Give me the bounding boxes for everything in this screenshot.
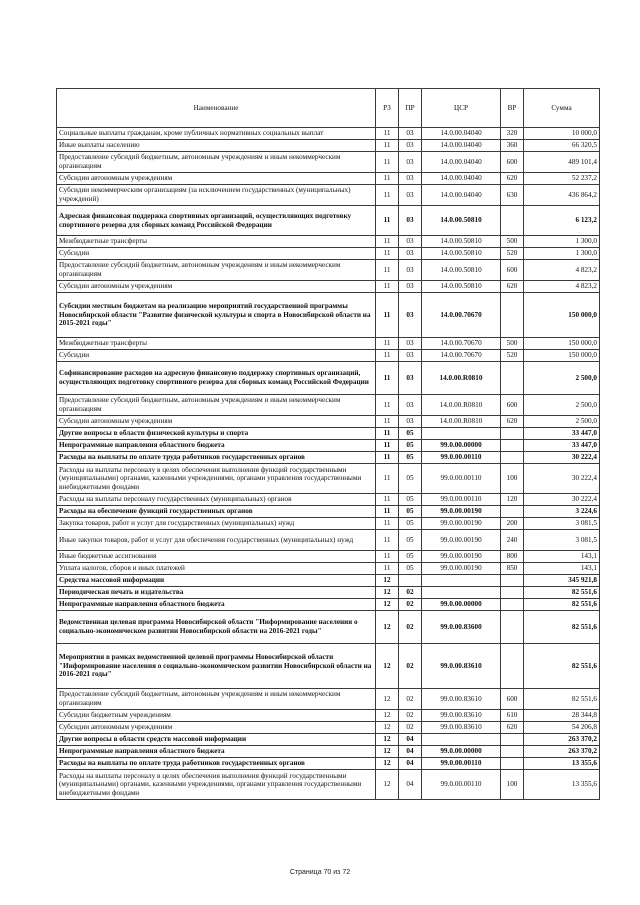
row-vr bbox=[501, 428, 524, 440]
row-name: Расходы на выплаты персоналу в целях обеспечения выполнения функций государственными (муниципальными) органами, казенными учреждениями, органами управления государственными внебюджетными фондами bbox=[57, 464, 376, 494]
row-rz: 11 bbox=[376, 206, 399, 236]
row-csr bbox=[422, 575, 501, 587]
row-name: Субсидии местным бюджетам на реализацию мероприятий государственной программы Новосибирской области "Развитие физической культуры и спорта в Новосибирской области на 2015-2021 годы" bbox=[57, 293, 376, 338]
row-csr: 99.0.00.00190 bbox=[422, 563, 501, 575]
row-rz: 11 bbox=[376, 185, 399, 206]
row-pr: 02 bbox=[399, 599, 422, 611]
row-name: Расходы на выплаты персоналу в целях обеспечения выполнения функций государственными (муниципальными) органами, казенными учреждениями, органами управления государственными внебюджетными фондами bbox=[57, 770, 376, 800]
row-csr: 14.0.00.04040 bbox=[422, 140, 501, 152]
table-row bbox=[57, 185, 600, 206]
row-sum: 13 355,6 bbox=[524, 770, 600, 800]
table-row bbox=[57, 722, 600, 734]
row-rz: 11 bbox=[376, 236, 399, 248]
row-vr: 520 bbox=[501, 350, 524, 362]
row-pr: 02 bbox=[399, 689, 422, 710]
budget-table bbox=[56, 88, 600, 800]
row-vr bbox=[501, 746, 524, 758]
row-vr: 100 bbox=[501, 770, 524, 800]
row-name: Непрограммные направления областного бюджета bbox=[57, 746, 376, 758]
row-pr: 02 bbox=[399, 587, 422, 599]
row-rz: 12 bbox=[376, 689, 399, 710]
table-row bbox=[57, 710, 600, 722]
row-pr: 04 bbox=[399, 770, 422, 800]
table-row bbox=[57, 416, 600, 428]
row-name: Субсидии бюджетным учреждениям bbox=[57, 710, 376, 722]
row-name: Социальные выплаты гражданам, кроме публичных нормативных социальных выплат bbox=[57, 128, 376, 140]
row-csr: 99.0.00.83610 bbox=[422, 689, 501, 710]
row-name: Предоставление субсидий бюджетным, автономным учреждениям и иным некоммерческим организациям bbox=[57, 395, 376, 416]
row-name: Иные бюджетные ассигнования bbox=[57, 551, 376, 563]
row-sum: 2 500,0 bbox=[524, 362, 600, 395]
row-sum: 82 551,6 bbox=[524, 611, 600, 644]
row-csr: 14.0.00.70670 bbox=[422, 338, 501, 350]
table-row bbox=[57, 362, 600, 395]
row-rz: 11 bbox=[376, 506, 399, 518]
row-vr bbox=[501, 599, 524, 611]
row-pr: 03 bbox=[399, 248, 422, 260]
row-csr: 99.0.00.00190 bbox=[422, 518, 501, 530]
header-csr: ЦСР bbox=[422, 89, 501, 128]
row-vr bbox=[501, 452, 524, 464]
row-sum: 4 823,2 bbox=[524, 281, 600, 293]
table-row bbox=[57, 770, 600, 800]
row-pr: 03 bbox=[399, 140, 422, 152]
table-row bbox=[57, 236, 600, 248]
table-row bbox=[57, 518, 600, 530]
row-csr: 99.0.00.00110 bbox=[422, 452, 501, 464]
row-csr: 14.0.00.04040 bbox=[422, 128, 501, 140]
row-vr bbox=[501, 644, 524, 689]
header-rz: РЗ bbox=[376, 89, 399, 128]
row-csr bbox=[422, 734, 501, 746]
row-vr: 120 bbox=[501, 494, 524, 506]
row-vr: 600 bbox=[501, 689, 524, 710]
table-row bbox=[57, 530, 600, 551]
row-sum: 143,1 bbox=[524, 551, 600, 563]
row-pr: 04 bbox=[399, 746, 422, 758]
row-rz: 12 bbox=[376, 611, 399, 644]
row-csr: 99.0.00.00110 bbox=[422, 464, 501, 494]
row-vr: 610 bbox=[501, 710, 524, 722]
row-vr bbox=[501, 734, 524, 746]
row-csr: 14.0.00.R0810 bbox=[422, 362, 501, 395]
row-vr: 100 bbox=[501, 464, 524, 494]
row-name: Непрограммные направления областного бюджета bbox=[57, 599, 376, 611]
row-pr: 03 bbox=[399, 173, 422, 185]
row-pr: 02 bbox=[399, 644, 422, 689]
row-pr: 03 bbox=[399, 281, 422, 293]
row-csr: 14.0.00.04040 bbox=[422, 152, 501, 173]
row-rz: 11 bbox=[376, 518, 399, 530]
row-pr: 05 bbox=[399, 551, 422, 563]
table-row bbox=[57, 746, 600, 758]
row-rz: 11 bbox=[376, 293, 399, 338]
row-rz: 11 bbox=[376, 563, 399, 575]
row-vr: 620 bbox=[501, 416, 524, 428]
row-sum: 82 551,6 bbox=[524, 599, 600, 611]
table-row bbox=[57, 464, 600, 494]
table-row bbox=[57, 260, 600, 281]
row-rz: 11 bbox=[376, 152, 399, 173]
row-name: Предоставление субсидий бюджетным, автономным учреждениям и иным некоммерческим организациям bbox=[57, 689, 376, 710]
table-row bbox=[57, 140, 600, 152]
row-sum: 150 000,0 bbox=[524, 338, 600, 350]
table-row bbox=[57, 152, 600, 173]
row-csr: 14.0.00.50810 bbox=[422, 248, 501, 260]
row-pr: 02 bbox=[399, 710, 422, 722]
table-row bbox=[57, 551, 600, 563]
row-rz: 11 bbox=[376, 362, 399, 395]
row-rz: 11 bbox=[376, 395, 399, 416]
row-name: Ведомственная целевая программа Новосибирской области "Информирование населения о социально-экономическом развитии Новосибирской области на 2016-2021 годы" bbox=[57, 611, 376, 644]
row-pr: 04 bbox=[399, 758, 422, 770]
row-csr: 99.0.00.83610 bbox=[422, 710, 501, 722]
row-rz: 12 bbox=[376, 758, 399, 770]
row-csr: 14.0.00.R0810 bbox=[422, 395, 501, 416]
row-csr: 14.0.00.R0810 bbox=[422, 416, 501, 428]
row-vr bbox=[501, 575, 524, 587]
row-sum: 2 500,0 bbox=[524, 416, 600, 428]
row-name: Другие вопросы в области средств массовой информации bbox=[57, 734, 376, 746]
row-sum: 436 864,2 bbox=[524, 185, 600, 206]
row-rz: 12 bbox=[376, 587, 399, 599]
row-sum: 13 355,6 bbox=[524, 758, 600, 770]
table-row bbox=[57, 587, 600, 599]
table-row bbox=[57, 293, 600, 338]
row-rz: 11 bbox=[376, 260, 399, 281]
row-pr: 03 bbox=[399, 152, 422, 173]
row-rz: 12 bbox=[376, 770, 399, 800]
row-vr bbox=[501, 206, 524, 236]
row-pr: 03 bbox=[399, 395, 422, 416]
row-pr: 03 bbox=[399, 350, 422, 362]
row-sum: 66 320,5 bbox=[524, 140, 600, 152]
row-name: Предоставление субсидий бюджетным, автономным учреждениям и иным некоммерческим организациям bbox=[57, 260, 376, 281]
row-csr: 14.0.00.50810 bbox=[422, 281, 501, 293]
row-sum: 3 081,5 bbox=[524, 518, 600, 530]
row-pr: 05 bbox=[399, 530, 422, 551]
row-sum: 345 921,8 bbox=[524, 575, 600, 587]
row-name: Уплата налогов, сборов и иных платежей bbox=[57, 563, 376, 575]
row-rz: 12 bbox=[376, 722, 399, 734]
row-pr: 03 bbox=[399, 236, 422, 248]
table-row bbox=[57, 689, 600, 710]
row-csr: 99.0.00.00110 bbox=[422, 770, 501, 800]
row-name: Субсидии автономным учреждениям bbox=[57, 173, 376, 185]
row-pr: 03 bbox=[399, 185, 422, 206]
row-name: Непрограммные направления областного бюджета bbox=[57, 440, 376, 452]
row-rz: 11 bbox=[376, 173, 399, 185]
row-sum: 30 222,4 bbox=[524, 494, 600, 506]
row-sum: 3 081,5 bbox=[524, 530, 600, 551]
row-sum: 33 447,0 bbox=[524, 440, 600, 452]
table-row bbox=[57, 452, 600, 464]
table-row bbox=[57, 644, 600, 689]
row-vr: 600 bbox=[501, 152, 524, 173]
row-csr bbox=[422, 587, 501, 599]
row-rz: 11 bbox=[376, 416, 399, 428]
row-name: Межбюджетные трансферты bbox=[57, 236, 376, 248]
row-name: Предоставление субсидий бюджетным, автономным учреждениям и иным некоммерческим организациям bbox=[57, 152, 376, 173]
row-rz: 12 bbox=[376, 644, 399, 689]
row-sum: 4 823,2 bbox=[524, 260, 600, 281]
row-pr: 03 bbox=[399, 338, 422, 350]
header-name: Наименование bbox=[57, 89, 376, 128]
row-sum: 489 101,4 bbox=[524, 152, 600, 173]
row-pr: 05 bbox=[399, 428, 422, 440]
row-sum: 2 500,0 bbox=[524, 395, 600, 416]
row-pr: 03 bbox=[399, 362, 422, 395]
row-rz: 11 bbox=[376, 338, 399, 350]
row-name: Межбюджетные трансферты bbox=[57, 338, 376, 350]
row-rz: 11 bbox=[376, 248, 399, 260]
row-sum: 52 237,2 bbox=[524, 173, 600, 185]
row-sum: 150 000,0 bbox=[524, 293, 600, 338]
row-csr: 14.0.00.70670 bbox=[422, 293, 501, 338]
row-pr: 05 bbox=[399, 563, 422, 575]
row-pr: 05 bbox=[399, 518, 422, 530]
row-csr: 14.0.00.50810 bbox=[422, 260, 501, 281]
row-vr: 800 bbox=[501, 551, 524, 563]
row-name: Мероприятия в рамках ведомственной целевой программы Новосибирской области "Информирование населения о социально-экономическом развитии Новосибирской области на 2016-2021 годы" bbox=[57, 644, 376, 689]
row-name: Закупка товаров, работ и услуг для государственных (муниципальных) нужд bbox=[57, 518, 376, 530]
row-csr: 14.0.00.04040 bbox=[422, 185, 501, 206]
row-rz: 12 bbox=[376, 575, 399, 587]
row-vr: 240 bbox=[501, 530, 524, 551]
row-vr: 620 bbox=[501, 173, 524, 185]
row-sum: 10 000,0 bbox=[524, 128, 600, 140]
row-name: Адресная финансовая поддержка спортивных организаций, осуществляющих подготовку спортивного резерва для сборных команд Российской Федерации bbox=[57, 206, 376, 236]
row-vr: 850 bbox=[501, 563, 524, 575]
row-csr: 99.0.00.83600 bbox=[422, 611, 501, 644]
header-vr: ВР bbox=[501, 89, 524, 128]
row-sum: 1 300,0 bbox=[524, 248, 600, 260]
row-vr: 500 bbox=[501, 236, 524, 248]
row-pr: 03 bbox=[399, 260, 422, 281]
row-csr: 99.0.00.00190 bbox=[422, 551, 501, 563]
row-vr bbox=[501, 611, 524, 644]
row-sum: 30 222,4 bbox=[524, 464, 600, 494]
row-sum: 82 551,6 bbox=[524, 644, 600, 689]
row-name: Расходы на выплаты персоналу государственных (муниципальных) органов bbox=[57, 494, 376, 506]
row-vr bbox=[501, 506, 524, 518]
row-name: Расходы на обеспечение функций государственных органов bbox=[57, 506, 376, 518]
row-pr: 03 bbox=[399, 128, 422, 140]
row-sum: 143,1 bbox=[524, 563, 600, 575]
row-pr: 02 bbox=[399, 611, 422, 644]
row-name: Расходы на выплаты по оплате труда работников государственных органов bbox=[57, 758, 376, 770]
row-csr: 99.0.00.83610 bbox=[422, 644, 501, 689]
row-pr bbox=[399, 575, 422, 587]
row-csr: 14.0.00.50810 bbox=[422, 236, 501, 248]
row-rz: 11 bbox=[376, 452, 399, 464]
row-rz: 11 bbox=[376, 350, 399, 362]
row-vr: 200 bbox=[501, 518, 524, 530]
row-rz: 11 bbox=[376, 428, 399, 440]
table-row bbox=[57, 395, 600, 416]
table-row bbox=[57, 734, 600, 746]
row-sum: 263 370,2 bbox=[524, 734, 600, 746]
row-pr: 02 bbox=[399, 722, 422, 734]
table-row bbox=[57, 206, 600, 236]
row-name: Средства массовой информации bbox=[57, 575, 376, 587]
row-name: Иные закупки товаров, работ и услуг для обеспечения государственных (муниципальных) нужд bbox=[57, 530, 376, 551]
row-rz: 11 bbox=[376, 530, 399, 551]
row-pr: 03 bbox=[399, 206, 422, 236]
row-rz: 11 bbox=[376, 140, 399, 152]
row-name: Субсидии bbox=[57, 248, 376, 260]
row-vr: 620 bbox=[501, 281, 524, 293]
table-row bbox=[57, 173, 600, 185]
table-row bbox=[57, 758, 600, 770]
row-vr bbox=[501, 440, 524, 452]
row-vr: 600 bbox=[501, 260, 524, 281]
row-rz: 11 bbox=[376, 494, 399, 506]
row-pr: 04 bbox=[399, 734, 422, 746]
row-pr: 05 bbox=[399, 452, 422, 464]
row-vr: 600 bbox=[501, 395, 524, 416]
row-vr: 630 bbox=[501, 185, 524, 206]
row-vr: 520 bbox=[501, 248, 524, 260]
row-csr: 99.0.00.00110 bbox=[422, 758, 501, 770]
row-pr: 05 bbox=[399, 440, 422, 452]
table-row bbox=[57, 440, 600, 452]
table-row bbox=[57, 128, 600, 140]
row-pr: 03 bbox=[399, 416, 422, 428]
row-rz: 12 bbox=[376, 599, 399, 611]
row-csr: 99.0.00.00190 bbox=[422, 506, 501, 518]
row-sum: 54 206,8 bbox=[524, 722, 600, 734]
row-csr bbox=[422, 428, 501, 440]
row-sum: 1 300,0 bbox=[524, 236, 600, 248]
row-pr: 05 bbox=[399, 494, 422, 506]
row-name: Субсидии автономным учреждениям bbox=[57, 281, 376, 293]
row-csr: 99.0.00.00000 bbox=[422, 599, 501, 611]
row-pr: 05 bbox=[399, 506, 422, 518]
row-sum: 6 123,2 bbox=[524, 206, 600, 236]
table-body bbox=[57, 128, 600, 800]
row-vr: 360 bbox=[501, 140, 524, 152]
row-rz: 11 bbox=[376, 551, 399, 563]
row-rz: 12 bbox=[376, 734, 399, 746]
row-rz: 11 bbox=[376, 440, 399, 452]
table-row bbox=[57, 563, 600, 575]
row-csr: 14.0.00.04040 bbox=[422, 173, 501, 185]
row-csr: 99.0.00.00000 bbox=[422, 440, 501, 452]
row-rz: 11 bbox=[376, 281, 399, 293]
row-sum: 82 551,6 bbox=[524, 587, 600, 599]
row-sum: 33 447,0 bbox=[524, 428, 600, 440]
row-sum: 263 370,2 bbox=[524, 746, 600, 758]
table-row bbox=[57, 248, 600, 260]
table-row bbox=[57, 599, 600, 611]
row-name: Субсидии некоммерческим организациям (за исключением государственных (муниципальных) учреждений) bbox=[57, 185, 376, 206]
row-csr: 14.0.00.50810 bbox=[422, 206, 501, 236]
row-csr: 99.0.00.83610 bbox=[422, 722, 501, 734]
row-vr bbox=[501, 293, 524, 338]
row-vr: 320 bbox=[501, 128, 524, 140]
row-rz: 11 bbox=[376, 464, 399, 494]
row-name: Субсидии автономным учреждениям bbox=[57, 722, 376, 734]
row-csr: 99.0.00.00110 bbox=[422, 494, 501, 506]
row-pr: 03 bbox=[399, 293, 422, 338]
row-csr: 14.0.00.70670 bbox=[422, 350, 501, 362]
row-rz: 12 bbox=[376, 710, 399, 722]
table-header-row bbox=[57, 89, 600, 128]
row-name: Субсидии bbox=[57, 350, 376, 362]
row-name: Субсидии автономным учреждениям bbox=[57, 416, 376, 428]
row-name: Софинансирование расходов на адресную финансовую поддержку спортивных организаций, осуществляющих подготовку спортивного резерва для сборных команд Российской Федерации bbox=[57, 362, 376, 395]
row-rz: 11 bbox=[376, 128, 399, 140]
table-row bbox=[57, 506, 600, 518]
row-sum: 150 000,0 bbox=[524, 350, 600, 362]
row-sum: 3 224,6 bbox=[524, 506, 600, 518]
table-row bbox=[57, 494, 600, 506]
row-pr: 05 bbox=[399, 464, 422, 494]
header-sum: Сумма bbox=[524, 89, 600, 128]
header-pr: ПР bbox=[399, 89, 422, 128]
page-number-footer: Страница 70 из 72 bbox=[289, 869, 351, 876]
row-sum: 28 344,8 bbox=[524, 710, 600, 722]
row-name: Другие вопросы в области физической культуры и спорта bbox=[57, 428, 376, 440]
table-row bbox=[57, 281, 600, 293]
table-row bbox=[57, 338, 600, 350]
table-row bbox=[57, 350, 600, 362]
row-vr: 620 bbox=[501, 722, 524, 734]
row-vr bbox=[501, 587, 524, 599]
row-name: Расходы на выплаты по оплате труда работников государственных органов bbox=[57, 452, 376, 464]
row-vr: 500 bbox=[501, 338, 524, 350]
table-row bbox=[57, 611, 600, 644]
row-sum: 30 222,4 bbox=[524, 452, 600, 464]
row-sum: 82 551,6 bbox=[524, 689, 600, 710]
row-csr: 99.0.00.00190 bbox=[422, 530, 501, 551]
row-vr bbox=[501, 758, 524, 770]
table-row bbox=[57, 575, 600, 587]
row-csr: 99.0.00.00000 bbox=[422, 746, 501, 758]
row-rz: 12 bbox=[376, 746, 399, 758]
row-name: Иные выплаты населению bbox=[57, 140, 376, 152]
row-vr bbox=[501, 362, 524, 395]
table-row bbox=[57, 428, 600, 440]
row-name: Периодическая печать и издательства bbox=[57, 587, 376, 599]
